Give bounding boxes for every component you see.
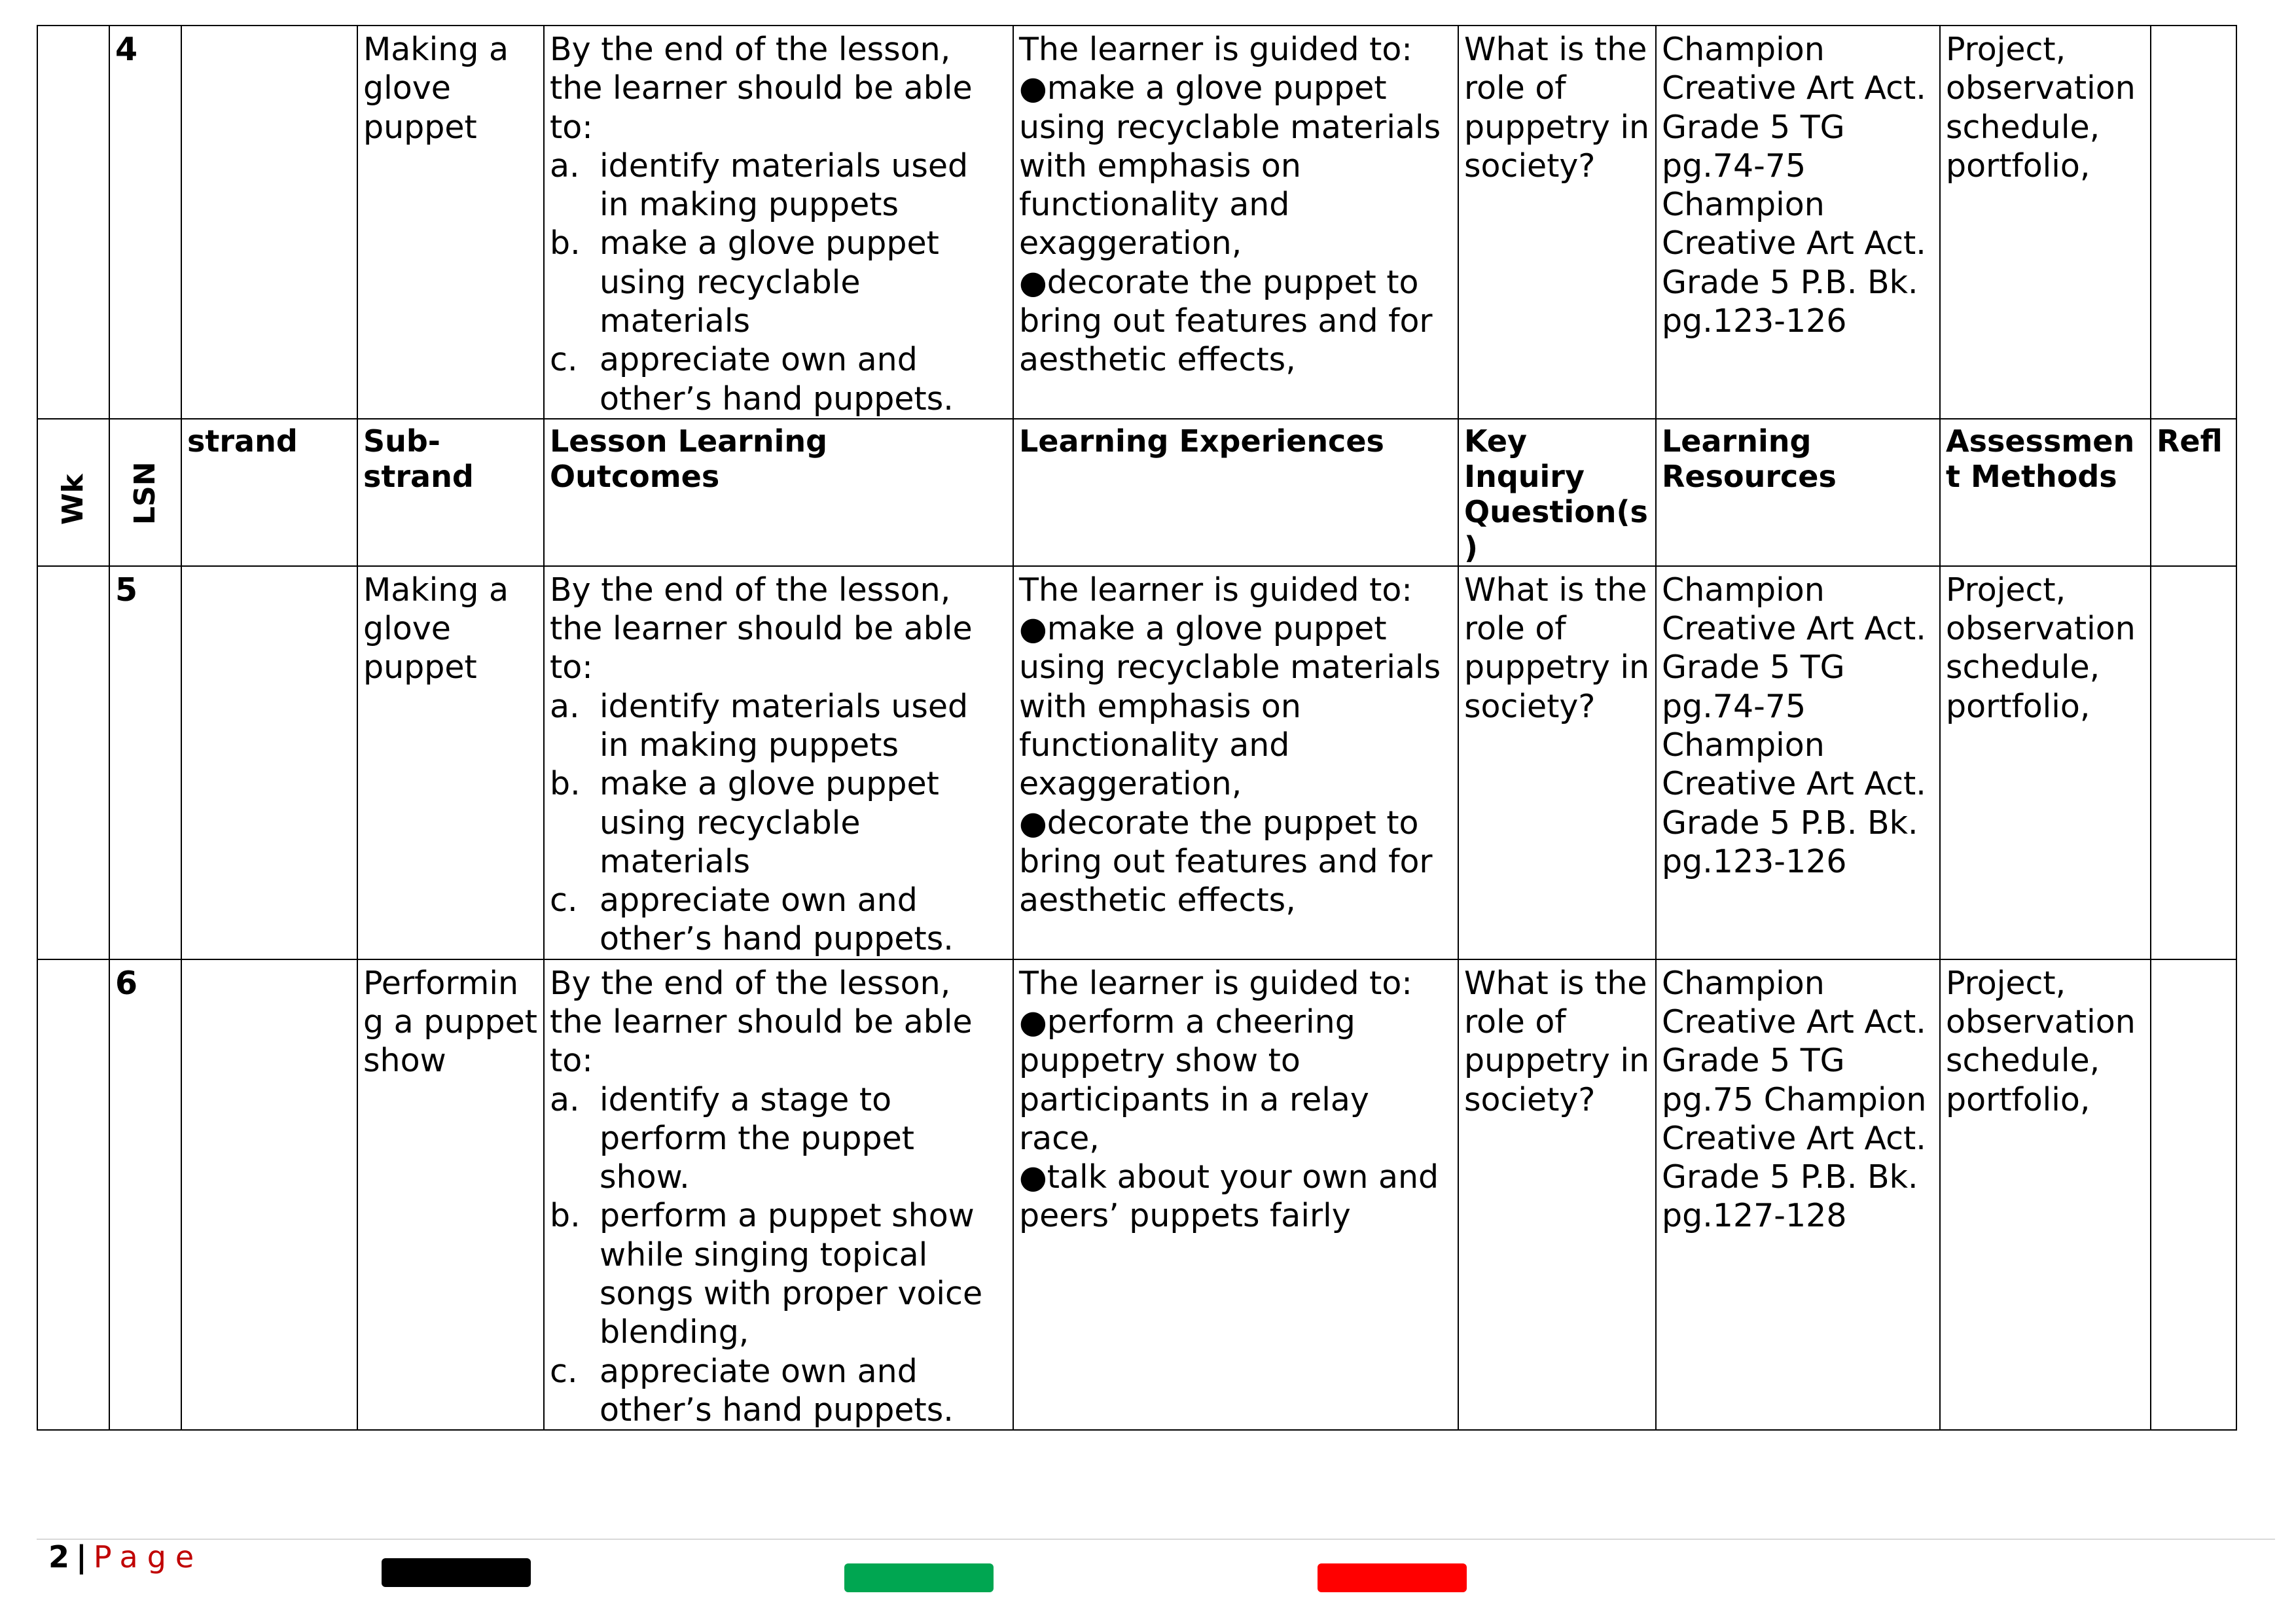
lsn-header-label: LSN <box>128 461 162 525</box>
list-item <box>550 1196 1007 1351</box>
outcome-text: identify a stage to perform the puppet show. <box>600 1080 914 1196</box>
red-bar <box>1318 1563 1467 1592</box>
experiences-intro: The learner is guided to: <box>1019 571 1412 609</box>
list-item <box>550 1080 1007 1197</box>
list-item <box>550 224 1007 340</box>
outcome-marker: b. <box>550 1197 581 1235</box>
inquiry-cell: What is the role of puppetry in society? <box>1458 566 1656 959</box>
wk-cell <box>37 566 109 959</box>
resources-cell: Champion Creative Art Act. Grade 5 TG pg.75 Champion Creative Art Act. Grade 5 P.B. Bk. pg.127-128 <box>1656 959 1940 1430</box>
outcome-marker: a. <box>550 147 580 185</box>
reflection-cell <box>2151 959 2236 1430</box>
outcome-text: identify materials used in making puppets <box>600 687 969 764</box>
outcome-marker: a. <box>550 1080 580 1118</box>
page-footer <box>48 1539 203 1575</box>
sub-strand-cell: Making a glove puppet <box>357 566 544 959</box>
reflection-header: Refl <box>2151 419 2236 566</box>
inquiry-cell: What is the role of puppetry in society? <box>1458 959 1656 1430</box>
outcome-marker: b. <box>550 765 581 803</box>
outcome-text: appreciate own and other’s hand puppets. <box>600 882 954 958</box>
outcomes-cell <box>544 26 1013 419</box>
experiences-header: Learning Experiences <box>1013 419 1458 566</box>
list-item <box>550 687 1007 765</box>
outcome-text: identify materials used in making puppets <box>600 147 969 224</box>
table-row <box>37 26 2236 419</box>
page-separator: | <box>76 1539 87 1575</box>
outcomes-intro: By the end of the lesson, the learner should be able to: <box>550 31 973 146</box>
wk-header-label: Wk <box>56 474 90 525</box>
outcomes-header: Lesson Learning Outcomes <box>544 419 1013 566</box>
wk-cell <box>37 26 109 419</box>
header-row <box>37 419 2236 566</box>
scheme-of-work-table <box>37 25 2237 1431</box>
list-item <box>550 147 1007 224</box>
outcome-marker: c. <box>550 882 578 919</box>
sub-strand-header: Sub-strand <box>357 419 544 566</box>
black-bar <box>382 1558 531 1587</box>
inquiry-cell: What is the role of puppetry in society? <box>1458 26 1656 419</box>
outcome-marker: a. <box>550 687 580 725</box>
sub-strand-cell: Performing a puppet show <box>357 959 544 1430</box>
experience-item: ● make a glove puppet using recyclable materials with emphasis on functionality and exaggeration, <box>1019 69 1452 262</box>
outcome-marker: c. <box>550 341 578 379</box>
outcome-text: appreciate own and other’s hand puppets. <box>600 1352 954 1429</box>
outcomes-cell <box>544 566 1013 959</box>
strand-cell <box>181 566 357 959</box>
assessment-cell: Project, observation schedule, portfolio, <box>1940 959 2151 1430</box>
reflection-cell <box>2151 566 2236 959</box>
table-row <box>37 566 2236 959</box>
experience-item: ● make a glove puppet using recyclable materials with emphasis on functionality and exaggeration, <box>1019 609 1452 803</box>
outcome-marker: b. <box>550 224 581 262</box>
outcomes-intro: By the end of the lesson, the learner should be able to: <box>550 964 973 1080</box>
experiences-cell <box>1013 566 1458 959</box>
wk-cell <box>37 959 109 1430</box>
experience-item: ● decorate the puppet to bring out features and for aesthetic effects, <box>1019 804 1452 920</box>
lsn-header <box>109 419 181 566</box>
experiences-intro: The learner is guided to: <box>1019 964 1412 1002</box>
footer-divider <box>37 1539 2275 1540</box>
lsn-cell: 6 <box>109 959 181 1430</box>
experiences-cell <box>1013 959 1458 1430</box>
list-item <box>550 764 1007 881</box>
experience-item: ● decorate the puppet to bring out features and for aesthetic effects, <box>1019 263 1452 380</box>
outcome-text: perform a puppet show while singing topical songs with proper voice blending, <box>600 1197 983 1351</box>
resources-cell: Champion Creative Art Act. Grade 5 TG pg.74-75 Champion Creative Art Act. Grade 5 P.B. Bk. pg.123-126 <box>1656 26 1940 419</box>
outcome-text: make a glove puppet using recyclable materials <box>600 765 939 880</box>
outcomes-list <box>550 147 1007 418</box>
resources-cell: Champion Creative Art Act. Grade 5 TG pg.74-75 Champion Creative Art Act. Grade 5 P.B. Bk. pg.123-126 <box>1656 566 1940 959</box>
experiences-cell <box>1013 26 1458 419</box>
sub-strand-cell: Making a glove puppet <box>357 26 544 419</box>
outcomes-list <box>550 1080 1007 1430</box>
list-item <box>550 881 1007 959</box>
page-word: Page <box>93 1539 204 1575</box>
outcomes-cell <box>544 959 1013 1430</box>
outcomes-list <box>550 687 1007 959</box>
outcome-marker: c. <box>550 1352 578 1390</box>
inquiry-header: Key Inquiry Question(s) <box>1458 419 1656 566</box>
outcome-text: appreciate own and other’s hand puppets. <box>600 341 954 418</box>
green-bar <box>844 1563 994 1592</box>
strand-cell <box>181 26 357 419</box>
list-item <box>550 1352 1007 1430</box>
list-item <box>550 340 1007 418</box>
outcomes-intro: By the end of the lesson, the learner should be able to: <box>550 571 973 687</box>
assessment-cell: Project, observation schedule, portfolio, <box>1940 566 2151 959</box>
strand-cell <box>181 959 357 1430</box>
lsn-cell: 4 <box>109 26 181 419</box>
page-number: 2 <box>48 1539 70 1575</box>
experience-item: ● talk about your own and peers’ puppets fairly <box>1019 1158 1452 1236</box>
table-row <box>37 959 2236 1430</box>
wk-header <box>37 419 109 566</box>
reflection-cell <box>2151 26 2236 419</box>
assessment-header: Assessment Methods <box>1940 419 2151 566</box>
resources-header: Learning Resources <box>1656 419 1940 566</box>
experience-item: ● perform a cheering puppetry show to participants in a relay race, <box>1019 1003 1452 1158</box>
experiences-intro: The learner is guided to: <box>1019 31 1412 68</box>
outcome-text: make a glove puppet using recyclable materials <box>600 224 939 340</box>
lsn-cell: 5 <box>109 566 181 959</box>
assessment-cell: Project, observation schedule, portfolio, <box>1940 26 2151 419</box>
strand-header: strand <box>181 419 357 566</box>
